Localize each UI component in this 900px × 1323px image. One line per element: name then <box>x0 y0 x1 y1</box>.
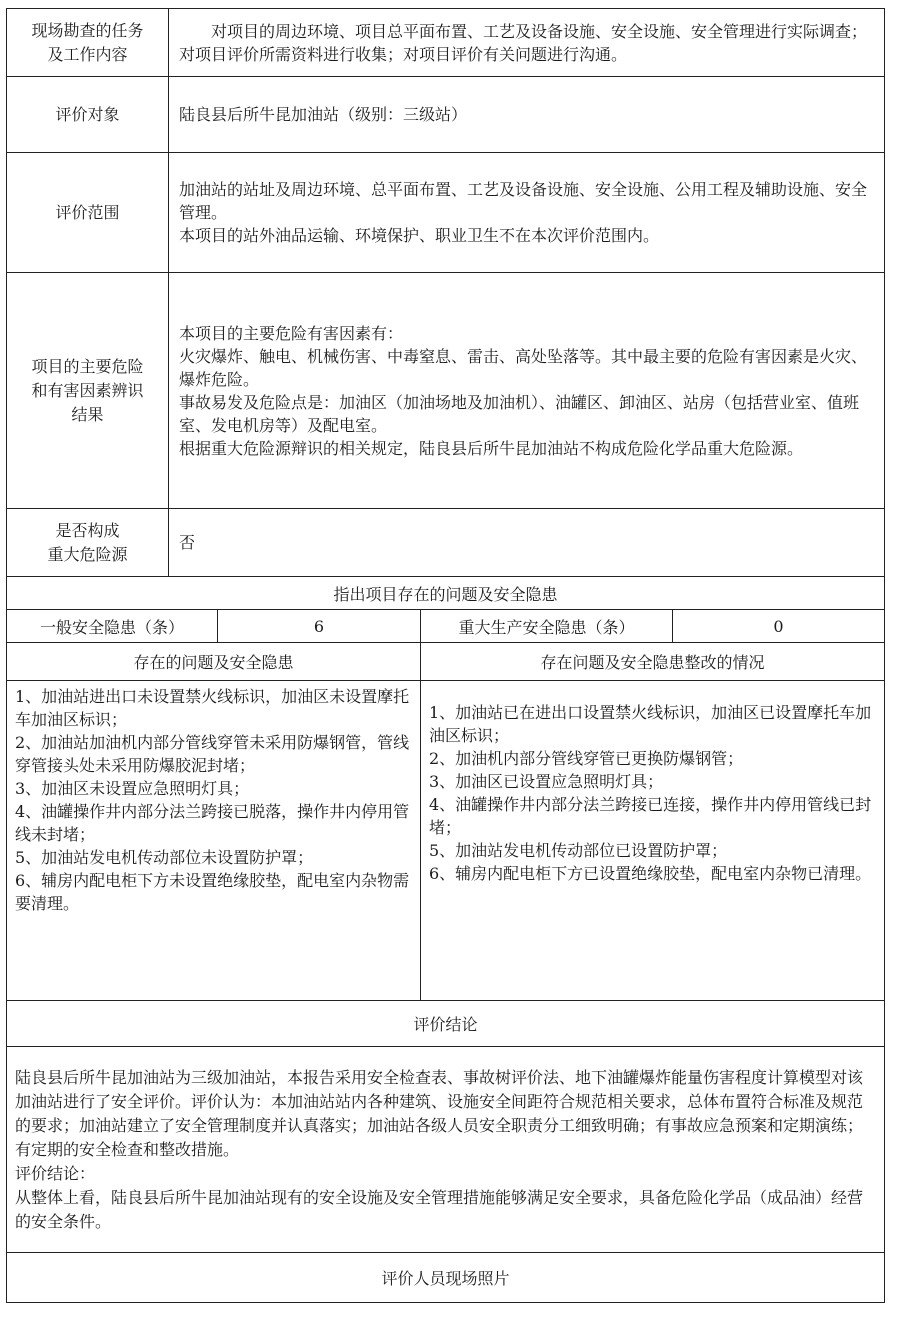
issues-right-header: 存在问题及安全隐患整改的情况 <box>421 643 885 681</box>
major-hazard-row <box>7 509 885 577</box>
conclusion-header: 评价结论 <box>7 1001 885 1047</box>
scope-row <box>7 153 885 273</box>
list-item: 2、加油站加油机内部分管线穿管未采用防爆钢管，管线穿管接头处未采用防爆胶泥封堵； <box>15 733 410 775</box>
issues-header-row <box>7 577 885 610</box>
issues-right-list <box>421 681 885 1001</box>
hazards-content: 本项目的主要危险有害因素有： 火灾爆炸、触电、机械伤害、中毒窒息、雷击、高处坠落等。其中最主要的危险有害因素是火灾、爆炸危险。 事故易发及危险点是：加油区（加油场地及加油机）、油罐区、卸油区、站房（包括营业室、值班室、发电机房等）及配电室。 根据重大危险源辩识的相关规定，陆良县后所牛昆加油站不构成危险化学品重大危险源。 <box>169 273 885 509</box>
general-issues-label: 一般安全隐患（条） <box>7 610 218 643</box>
list-item: 3、加油区未设置应急照明灯具； <box>15 779 250 798</box>
major-issues-value: 0 <box>673 610 885 643</box>
list-item: 4、油罐操作井内部分法兰跨接已连接，操作井内停用管线已封堵； <box>429 795 872 837</box>
list-item: 6、辅房内配电柜下方未设置绝缘胶垫，配电室内杂物需要清理。 <box>15 871 410 913</box>
counts-row <box>7 610 885 643</box>
conclusion-body: 陆良县后所牛昆加油站为三级加油站，本报告采用安全检查表、事故树评价法、地下油罐爆炸能量伤害程度计算模型对该加油站进行了安全评价。评价认为：本加油站站内各种建筑、设施安全间距符合规范相关要求，总体布置符合标准及规范的要求；加油站建立了安全管理制度并认真落实；加油站各级人员安全职责分工细致明确；有事故应急预案和定期演练；有定期的安全检查和整改措施。 评价结论： 从整体上看，陆良县后所牛昆加油站现有的安全设施及安全管理措施能够满足安全要求，具备危险化学品（成品油）经营的安全条件。 <box>7 1047 885 1253</box>
hazards-label: 项目的主要危险 和有害因素辨识 结果 <box>7 273 169 509</box>
object-content: 陆良县后所牛昆加油站（级别：三级站） <box>169 77 885 153</box>
evaluation-table <box>6 8 885 1303</box>
task-row <box>7 9 885 77</box>
major-issues-label: 重大生产安全隐患（条） <box>421 610 673 643</box>
photos-header-row <box>7 1253 885 1303</box>
major-hazard-value: 否 <box>169 509 885 577</box>
list-item: 4、油罐操作井内部分法兰跨接已脱落，操作井内停用管线未封堵； <box>15 802 410 844</box>
issues-left-header: 存在的问题及安全隐患 <box>7 643 421 681</box>
object-row <box>7 77 885 153</box>
major-hazard-label: 是否构成 重大危险源 <box>7 509 169 577</box>
issues-header: 指出项目存在的问题及安全隐患 <box>7 577 885 610</box>
scope-label: 评价范围 <box>7 153 169 273</box>
issues-left-list <box>7 681 421 1001</box>
list-item: 3、加油区已设置应急照明灯具； <box>429 772 664 791</box>
task-label: 现场勘查的任务 及工作内容 <box>7 9 169 77</box>
hazards-row <box>7 273 885 509</box>
scope-content: 加油站的站址及周边环境、总平面布置、工艺及设备设施、安全设施、公用工程及辅助设施、安全管理。 本项目的站外油品运输、环境保护、职业卫生不在本次评价范围内。 <box>169 153 885 273</box>
conclusion-body-row <box>7 1047 885 1253</box>
issues-lists-row <box>7 681 885 1001</box>
list-item: 1、加油站已在进出口设置禁火线标识，加油区已设置摩托车加油区标识； <box>429 703 872 745</box>
conclusion-header-row <box>7 1001 885 1047</box>
general-issues-value: 6 <box>218 610 421 643</box>
list-item: 5、加油站发电机传动部位已设置防护罩； <box>429 841 728 860</box>
issues-column-headers <box>7 643 885 681</box>
list-item: 5、加油站发电机传动部位未设置防护罩； <box>15 848 314 867</box>
list-item: 2、加油机内部分管线穿管已更换防爆钢管； <box>429 749 744 768</box>
list-item: 6、辅房内配电柜下方已设置绝缘胶垫，配电室内杂物已清理。 <box>429 864 872 883</box>
photos-header: 评价人员现场照片 <box>7 1253 885 1303</box>
list-item: 1、加油站进出口未设置禁火线标识，加油区未设置摩托车加油区标识； <box>15 687 410 729</box>
object-label: 评价对象 <box>7 77 169 153</box>
task-content: 对项目的周边环境、项目总平面布置、工艺及设备设施、安全设施、安全管理进行实际调查；对项目评价所需资料进行收集；对项目评价有关问题进行沟通。 <box>169 9 885 77</box>
